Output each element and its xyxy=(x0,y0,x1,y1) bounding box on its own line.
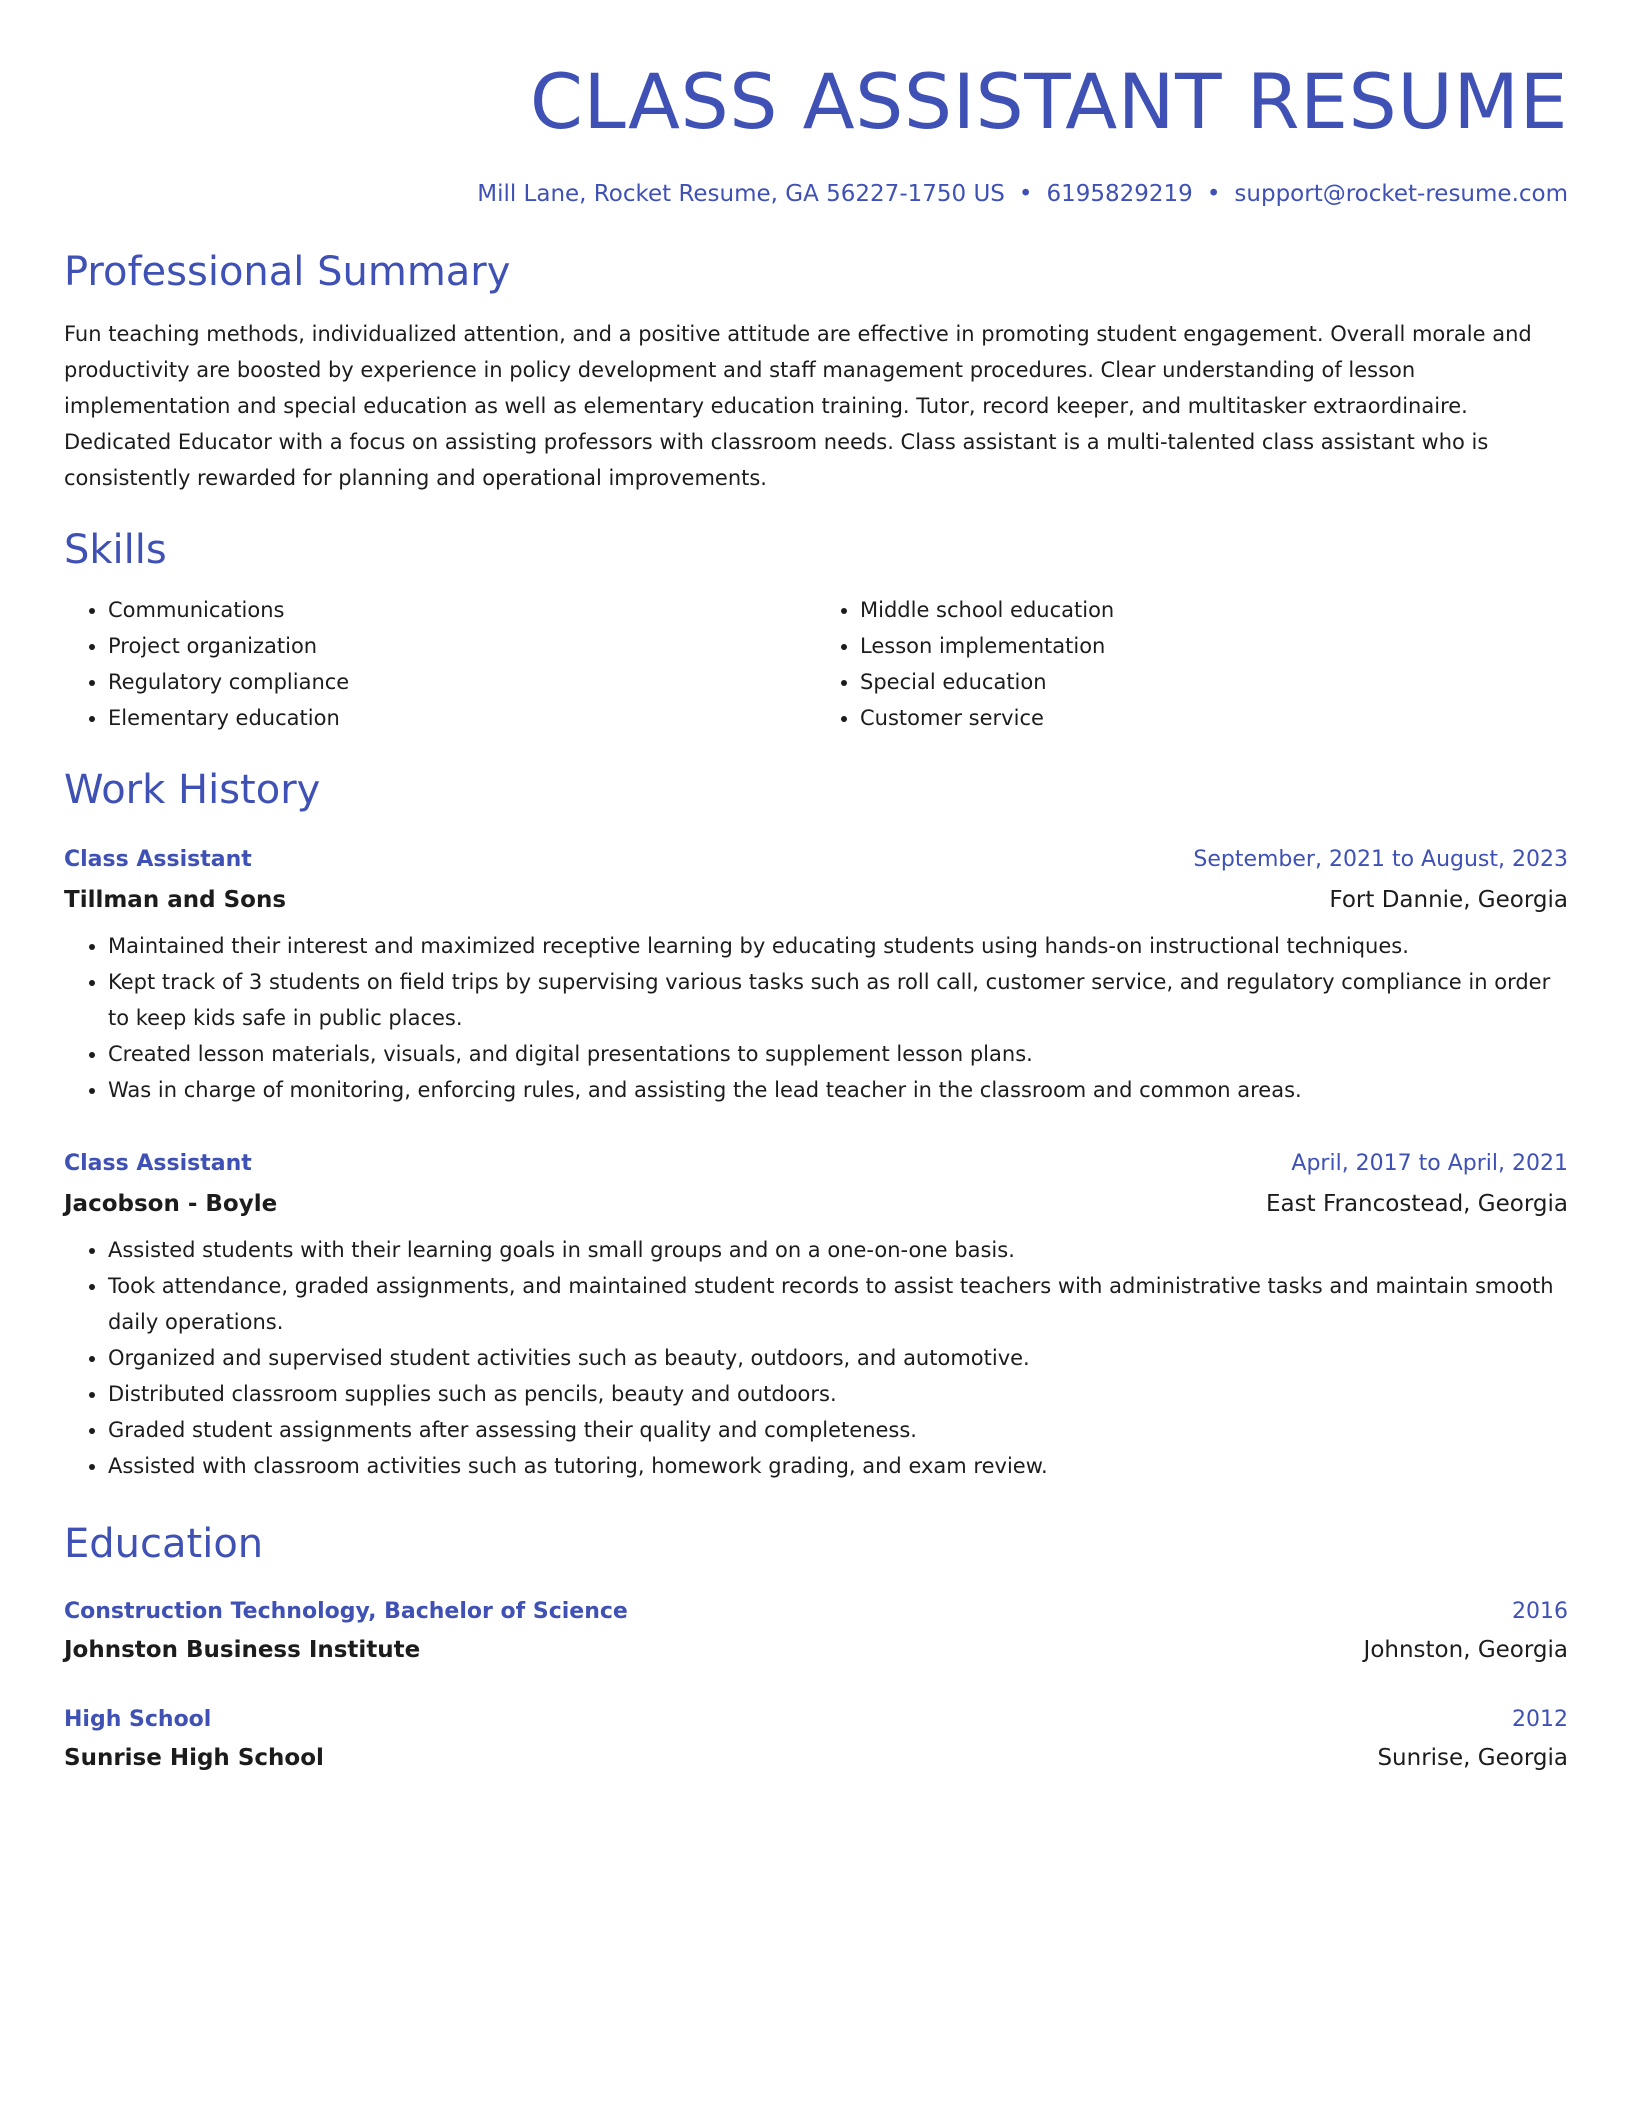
job-bullet: • Organized and supervised student activities such as beauty, outdoors, and automotive. xyxy=(108,1340,1568,1376)
skill-item: • Regulatory compliance xyxy=(108,664,816,700)
job-bullets xyxy=(64,928,1568,1108)
job-bullet: • Was in charge of monitoring, enforcing rules, and assisting the lead teacher in the classroom and common areas. xyxy=(108,1072,1568,1108)
work-entry-subheader xyxy=(64,1186,1568,1222)
education-year: 2012 xyxy=(1512,1707,1568,1732)
resume-title: CLASS ASSISTANT RESUME xyxy=(529,57,1568,146)
education-entry xyxy=(64,1594,1568,1668)
contact-separator: • xyxy=(1018,181,1033,207)
job-bullet: • Maintained their interest and maximized receptive learning by educating students using hands-on instructional techniques. xyxy=(108,928,1568,964)
job-bullet: • Distributed classroom supplies such as pencils, beauty and outdoors. xyxy=(108,1376,1568,1412)
section-title-work-history: Work History xyxy=(64,767,321,813)
summary-text: Fun teaching methods, individualized attention, and a positive attitude are effective in promoting student engagement. Overall morale and productivity are boosted by experience in policy development and staff management procedures. Clear understanding of lesson implementation and special education as well as elementary education training. Tutor, record keeper, and multitasker extraordinaire. Dedicated Educator with a focus on assisting professors with classroom needs. Class assistant is a multi-talented class assistant who is consistently rewarded for planning and operational improvements. xyxy=(64,322,1532,490)
job-bullet: • Took attendance, graded assignments, and maintained student records to assist teachers with administrative tasks and maintain smooth daily operations. xyxy=(108,1268,1568,1340)
job-bullets xyxy=(64,1232,1568,1484)
job-bullet: • Kept track of 3 students on field trips by supervising various tasks such as roll call, customer service, and regulatory compliance in order to keep kids safe in public places. xyxy=(108,964,1568,1036)
work-entry-header xyxy=(64,842,1568,878)
skill-item: • Project organization xyxy=(108,628,816,664)
contact-line xyxy=(64,178,1568,210)
education-entry-subheader xyxy=(64,1632,1568,1668)
job-bullet: • Graded student assignments after assessing their quality and completeness. xyxy=(108,1412,1568,1448)
contact-phone: 6195829219 xyxy=(1046,181,1193,207)
education-degree: High School xyxy=(64,1707,212,1732)
skills-column-left xyxy=(64,592,816,736)
education-entry-header xyxy=(64,1702,1568,1738)
section-title-education: Education xyxy=(64,1521,264,1567)
education-entry-subheader xyxy=(64,1740,1568,1776)
section-title-summary: Professional Summary xyxy=(64,249,511,295)
contact-email: support@rocket-resume.com xyxy=(1234,181,1568,207)
job-location: East Francostead, Georgia xyxy=(1266,1191,1568,1217)
job-bullet: • Assisted students with their learning goals in small groups and on a one-on-one basis. xyxy=(108,1232,1568,1268)
skill-item: • Middle school education xyxy=(860,592,1568,628)
resume-header xyxy=(64,52,1568,210)
job-company: Tillman and Sons xyxy=(64,887,287,913)
skill-item: • Customer service xyxy=(860,700,1568,736)
education-location: Sunrise, Georgia xyxy=(1377,1745,1568,1771)
contact-separator: • xyxy=(1206,181,1221,207)
education-location: Johnston, Georgia xyxy=(1363,1637,1568,1663)
work-entry-header xyxy=(64,1146,1568,1182)
section-title-skills: Skills xyxy=(64,527,167,573)
work-entry xyxy=(64,842,1568,1108)
job-role: Class Assistant xyxy=(64,1151,252,1176)
skills-list xyxy=(64,592,1568,736)
skills-column-right xyxy=(816,592,1568,736)
job-bullet: • Created lesson materials, visuals, and digital presentations to supplement lesson plans. xyxy=(108,1036,1568,1072)
skill-item: • Communications xyxy=(108,592,816,628)
education-degree: Construction Technology, Bachelor of Science xyxy=(64,1599,628,1624)
education-year: 2016 xyxy=(1512,1599,1568,1624)
work-entry-subheader xyxy=(64,882,1568,918)
contact-address: Mill Lane, Rocket Resume, GA 56227-1750 US xyxy=(477,181,1005,207)
education-entry xyxy=(64,1702,1568,1776)
job-location: Fort Dannie, Georgia xyxy=(1329,887,1568,913)
education-school: Sunrise High School xyxy=(64,1745,324,1771)
education-school: Johnston Business Institute xyxy=(64,1637,421,1663)
skill-item: • Special education xyxy=(860,664,1568,700)
job-bullet: • Assisted with classroom activities such as tutoring, homework grading, and exam review. xyxy=(108,1448,1568,1484)
work-entry xyxy=(64,1146,1568,1484)
job-company: Jacobson - Boyle xyxy=(64,1191,278,1217)
job-dates: April, 2017 to April, 2021 xyxy=(1291,1151,1568,1176)
job-role: Class Assistant xyxy=(64,847,252,872)
skill-item: • Lesson implementation xyxy=(860,628,1568,664)
job-dates: September, 2021 to August, 2023 xyxy=(1193,847,1568,872)
skill-item: • Elementary education xyxy=(108,700,816,736)
education-entry-header xyxy=(64,1594,1568,1630)
